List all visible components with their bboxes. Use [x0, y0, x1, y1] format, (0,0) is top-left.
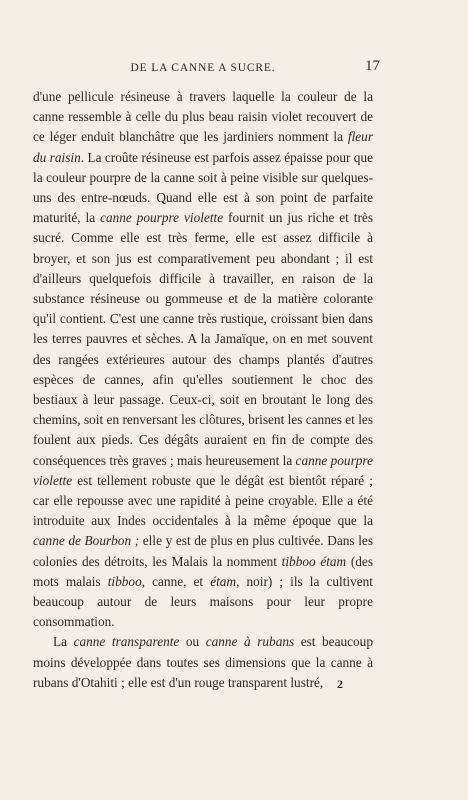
- italic-run: canne transparente: [73, 634, 180, 650]
- text-run: elle y est de plus en plus cultivée. Dans les colonies des détroits, les Malais la nomment: [33, 533, 373, 569]
- text-run: , noir) ; ils la cultivent beaucoup autour de leurs maisons pour leur propre consommation.: [33, 573, 373, 630]
- text-run: d'une pellicule résineuse à travers laquelle la couleur de la canne ressemble à celle du plus beau raisin violet recouvert de ce léger enduit blanchâtre que les jardiniers nomment la: [33, 89, 373, 145]
- italic-run: canne pourpre violette: [100, 210, 224, 226]
- italic-run: tibboo: [107, 573, 142, 589]
- page-number: 17: [365, 58, 380, 74]
- italic-run: canne de Bourbon ;: [33, 533, 140, 549]
- paragraph-1: [33, 87, 373, 632]
- italic-run: canne pourpre violette: [33, 452, 373, 488]
- italic-run: étam: [210, 573, 237, 589]
- text-run: (des mots malais: [33, 553, 373, 589]
- text-run: est tellement robuste que le dégât est bientôt réparé ; car elle repousse avec une rapidité à peine croyable. Elle a été introduite aux Indes occidentales à la même époque que la: [33, 472, 373, 529]
- italic-run: fleur du raisin: [33, 129, 373, 165]
- text-run: , canne, et: [141, 573, 211, 589]
- text-run: fournit un jus riche et très sucré. Comme elle est très ferme, elle est assez difficile à broyer, et son jus est comparativement peu abondant ; il est d'ailleurs quelquefois difficile à travailler, en raison de la substance résineuse ou gommeuse et de la matière colorante qu'il contient. C'est une canne très rustique, croissant bien dans les terres pauvres et sèches. A la Jamaïque, on en met souvent des rangées extérieures autour des champs plantés d'autres espèces de cannes, afin qu'elles soutiennent le choc des bestiaux à leur passage. Ceux-ci, soit en broutant le long des chemins, soit en renversant les clôtures, brisent les cannes et les foulent aux pieds. Ces dégâts auraient en fin de compte des conséquences très graves ; mais heureusement la: [33, 210, 373, 468]
- text-run: . La croûte résineuse est parfois assez épaisse pour que la couleur pourpre de la canne soit à peine visible sur quelques-uns des entre-nœuds. Quand elle est à son point de parfaite maturité, la: [33, 149, 374, 226]
- text-run: est beaucoup moins développée dans toutes ses dimensions que la canne à rubans d'Otahiti ; elle est d'un rouge transparent lustré,: [33, 634, 373, 690]
- text-run: La: [53, 634, 74, 650]
- running-title: DE LA CANNE A SUCRE.: [130, 62, 276, 74]
- signature-mark: 2: [337, 677, 343, 691]
- body-text: [33, 87, 373, 693]
- italic-run: canne à rubans: [205, 634, 295, 650]
- italic-run: tibboo étam: [281, 553, 347, 569]
- text-run: ou: [179, 634, 206, 650]
- paragraph-2: [33, 632, 373, 693]
